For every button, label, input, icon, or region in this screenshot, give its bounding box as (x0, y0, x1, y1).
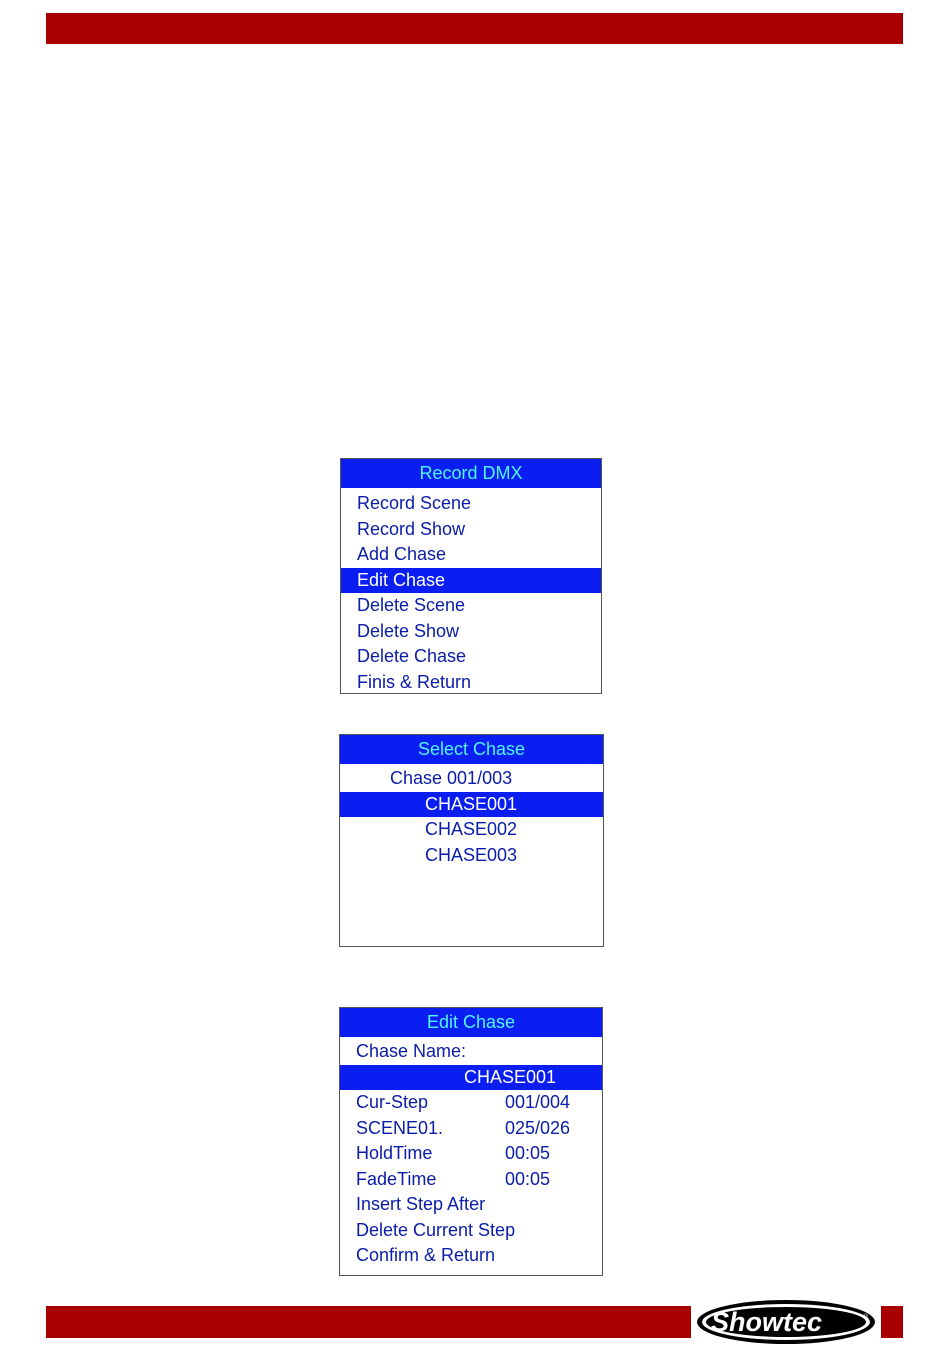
field-label: Cur-Step (356, 1092, 429, 1112)
field-scene[interactable] (340, 1116, 602, 1142)
field-label: HoldTime (356, 1143, 433, 1163)
record-dmx-title: Record DMX (341, 459, 601, 488)
action-confirm-return[interactable]: Confirm & Return (356, 1245, 496, 1265)
action-insert-step-after[interactable]: Insert Step After (356, 1194, 486, 1214)
select-chase-title: Select Chase (340, 735, 603, 764)
header-bar (46, 13, 903, 44)
menu-item-record-show[interactable]: Record Show (357, 518, 466, 539)
action-delete-current-step[interactable]: Delete Current Step (356, 1219, 516, 1240)
logo-text: Showtec (711, 1307, 823, 1337)
menu-item-edit-chase[interactable]: Edit Chase (341, 568, 601, 594)
edit-chase-menu (339, 1007, 603, 1276)
footer-bar (46, 1306, 691, 1338)
footer-bar-end (881, 1306, 903, 1338)
field-label: FadeTime (356, 1168, 437, 1189)
svg-text:®: ® (863, 1314, 869, 1321)
record-dmx-menu (340, 458, 602, 694)
field-fade-time[interactable] (340, 1167, 602, 1193)
field-cur-step[interactable] (340, 1090, 602, 1116)
field-value: 00:05 (505, 1168, 551, 1189)
menu-item-add-chase[interactable]: Add Chase (357, 544, 447, 564)
chase-item-1[interactable]: CHASE001 (340, 792, 603, 818)
menu-item-delete-chase[interactable]: Delete Chase (357, 646, 467, 666)
edit-chase-title: Edit Chase (340, 1008, 602, 1037)
select-chase-menu (339, 734, 604, 947)
field-label: SCENE01. (356, 1117, 444, 1138)
field-hold-time[interactable] (340, 1141, 602, 1167)
menu-item-finis-return[interactable]: Finis & Return (357, 671, 472, 692)
chase-counter: Chase 001/003 (390, 768, 513, 788)
menu-item-delete-scene[interactable]: Delete Scene (357, 595, 466, 615)
field-value: 00:05 (505, 1143, 551, 1163)
field-value: 025/026 (505, 1117, 571, 1138)
field-value: 001/004 (505, 1092, 571, 1112)
chase-name-value[interactable]: CHASE001 (340, 1065, 602, 1091)
chase-item-2[interactable]: CHASE002 (425, 819, 518, 839)
showtec-logo (695, 1298, 877, 1346)
menu-item-delete-show[interactable]: Delete Show (357, 620, 460, 641)
chase-name-label: Chase Name: (356, 1041, 467, 1061)
menu-item-record-scene[interactable]: Record Scene (357, 493, 472, 513)
chase-item-3[interactable]: CHASE003 (425, 844, 518, 865)
